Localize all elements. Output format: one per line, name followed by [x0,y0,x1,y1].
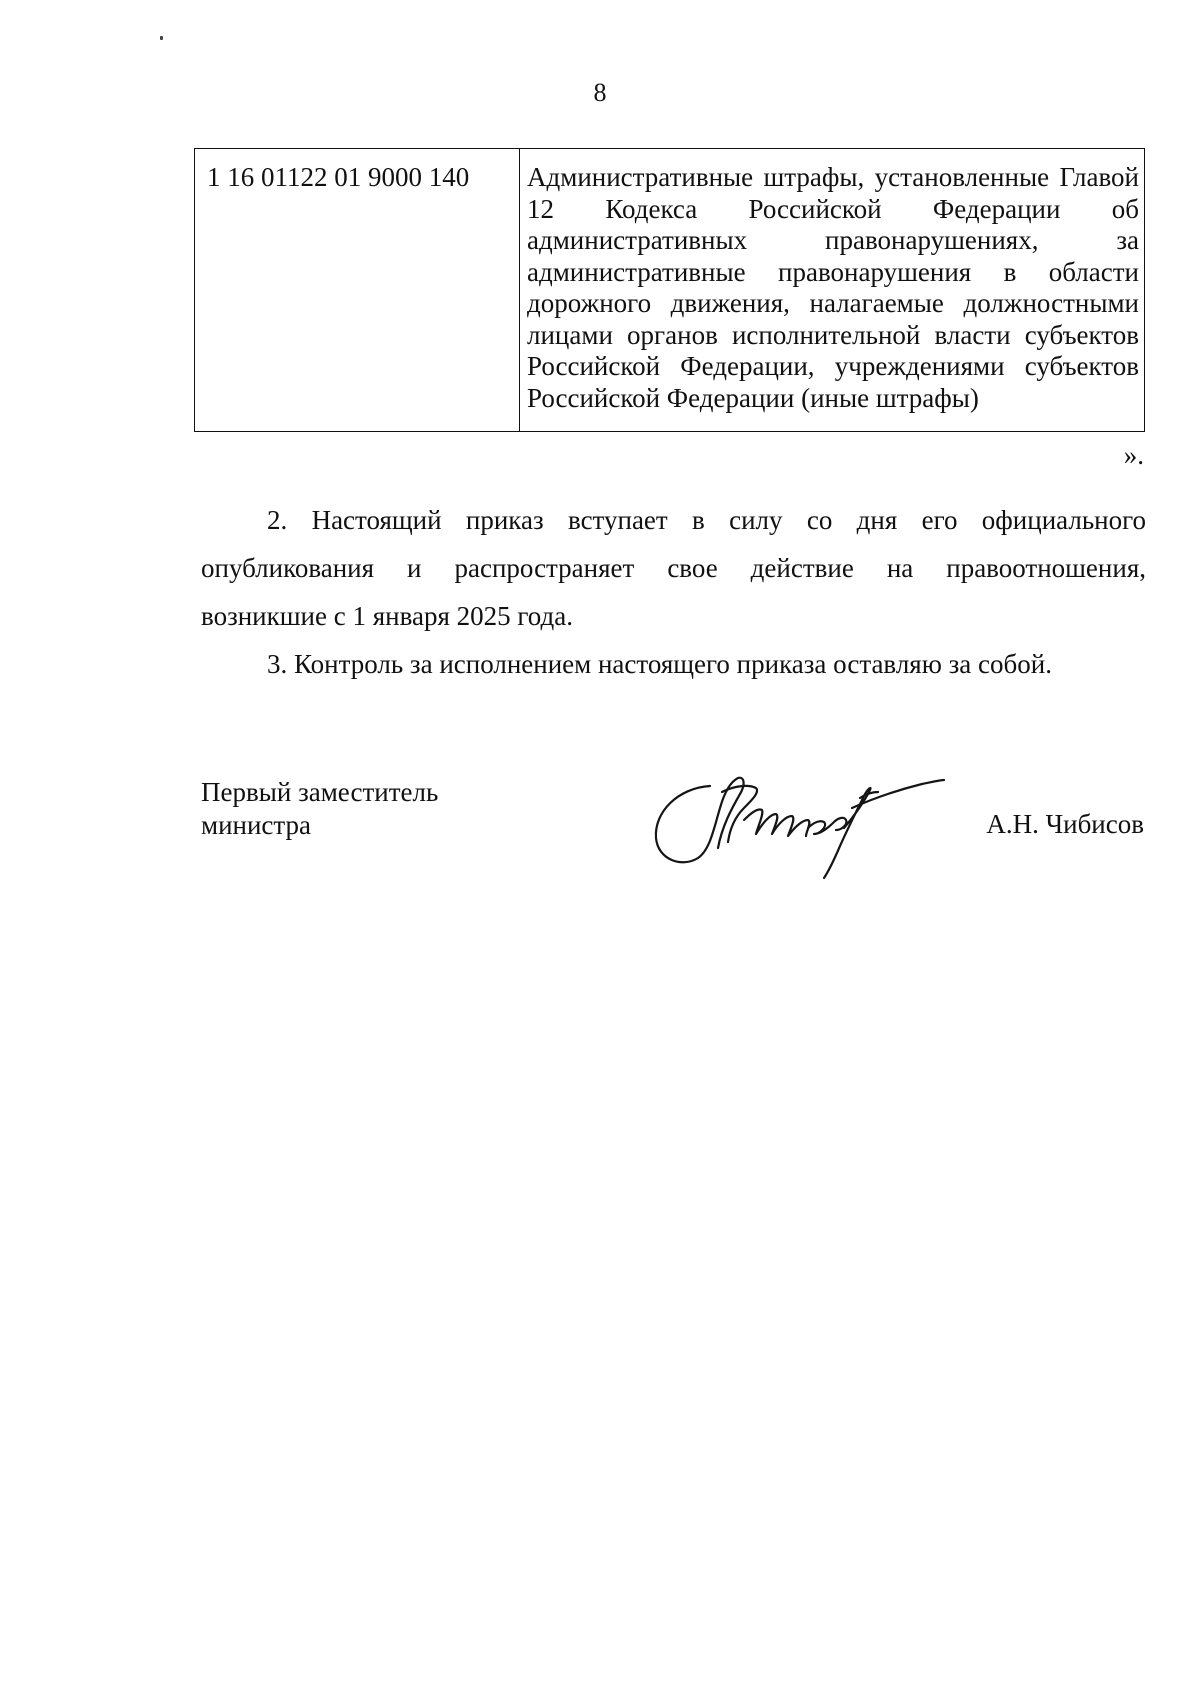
description-line: административные правонарушения в области [527,256,1139,287]
paragraph-line: возникшие с 1 января 2025 года. [201,601,573,631]
description-line: Российской Федерации, учреждениями субъектов [527,351,1139,381]
budget-code-cell: 1 16 01122 01 9000 140 [195,149,520,432]
paragraph-line: 2. Настоящий приказ вступает в силу со дня его официального [267,505,1146,535]
description-line: 12 Кодекса Российской Федерации об [527,193,1139,224]
signer-name: А.Н. Чибисов [986,809,1144,839]
paragraph-control [201,640,1146,688]
closing-quote: ». [1123,440,1144,470]
description-line: Российской Федерации (иные штрафы) [527,382,979,413]
page-number: 8 [593,78,607,107]
budget-description-cell [520,149,1145,432]
budget-code-table [194,148,1145,432]
paragraph-effective-date [201,496,1146,640]
signer-position-line: министра [201,810,312,840]
description-line: Административные штрафы, установленные Главой [527,162,1139,192]
signer-position-line: Первый заместитель [201,777,439,807]
description-line: дорожного движения, налагаемые должностными [527,288,1139,318]
description-line: лицами органов исполнительной власти субъектов [527,319,1139,350]
table-row [195,149,1145,432]
paragraph-line: опубликования и распространяет свое действие на правоотношения, [201,553,1146,583]
handwritten-signature [648,768,948,880]
description-line: административных правонарушениях, за [527,225,1139,255]
signer-position [201,776,438,842]
paragraph-line: 3. Контроль за исполнением настоящего приказа оставляю за собой. [267,649,1052,679]
scan-speck [160,36,163,40]
